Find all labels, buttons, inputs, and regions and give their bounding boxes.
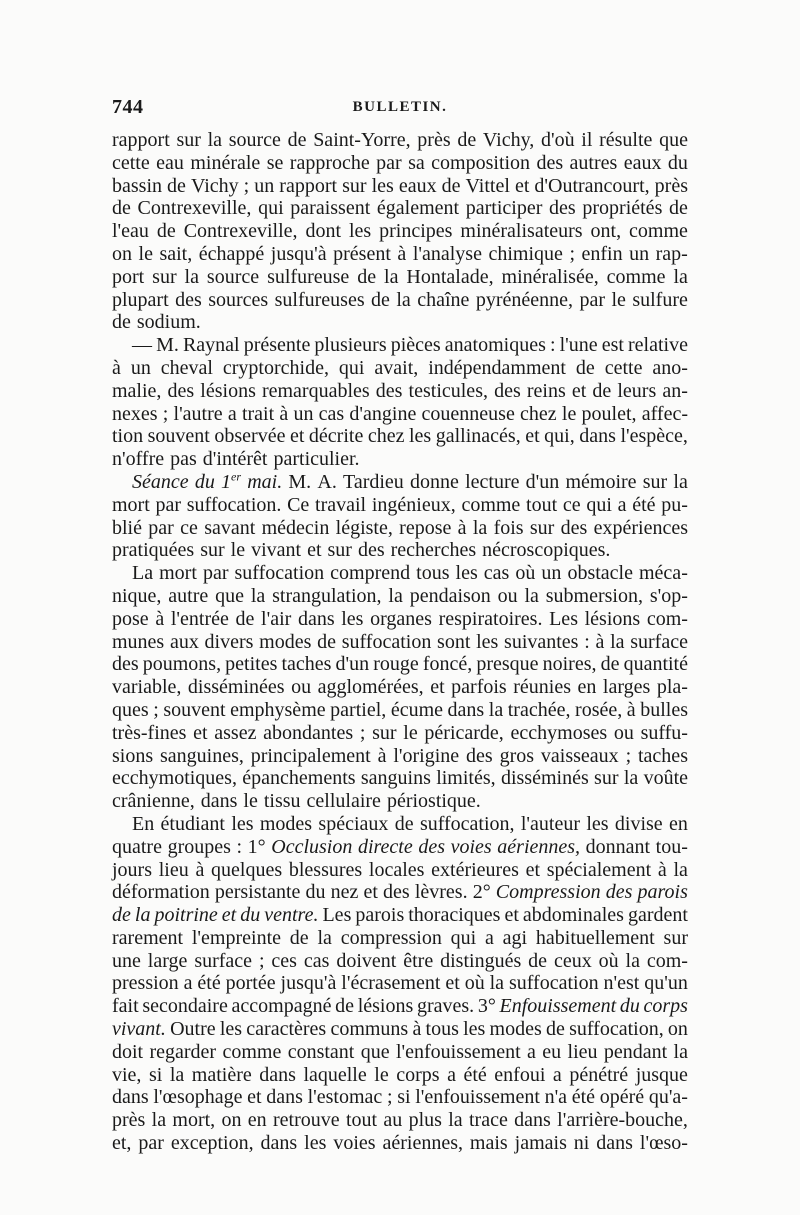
text-line: bassin de Vichy ; un rapport sur les eaux de Vittel et d'Outrancourt, près bbox=[112, 174, 688, 197]
body-text bbox=[112, 129, 688, 1155]
text-line: de Contrexeville, qui paraissent également participer des propriétés de bbox=[112, 197, 688, 220]
text-line: vie, si la matière dans laquelle le corps a été enfoui a pénétré jusque bbox=[112, 1063, 688, 1086]
text-line: — M. Raynal présente plusieurs pièces anatomiques : l'une est relative bbox=[132, 334, 688, 357]
text-line: La mort par suffocation comprend tous les cas où un obstacle méca- bbox=[132, 562, 688, 585]
text-line: ques ; souvent emphysème partiel, écume dans la trachée, rosée, à bulles bbox=[112, 698, 688, 721]
text-line: très-fines et assez abondantes ; sur le péricarde, ecchymoses ou suffu- bbox=[112, 721, 688, 744]
text-line: à un cheval cryptorchide, qui avait, indépendamment de cette ano- bbox=[112, 356, 688, 379]
text-line: variable, disséminées ou agglomérées, et parfois réunies en larges pla- bbox=[112, 676, 688, 699]
text-line: l'eau de Contrexeville, dont les principes minéralisateurs ont, comme bbox=[112, 220, 688, 243]
text-line: dans l'œsophage et dans l'estomac ; si l'enfouissement n'a été opéré qu'a- bbox=[112, 1086, 688, 1109]
text-line: munes aux divers modes de suffocation sont les suivantes : à la surface bbox=[112, 630, 688, 653]
text-line: En étudiant les modes spéciaux de suffocation, l'auteur les divise en bbox=[132, 812, 688, 835]
text-line: sions sanguines, principalement à l'origine des gros vaisseaux ; taches bbox=[112, 744, 688, 767]
text-line: nique, autre que la strangulation, la pendaison ou la submersion, s'op- bbox=[112, 584, 688, 607]
text-line: rapport sur la source de Saint-Yorre, près de Vichy, d'où il résulte que bbox=[112, 129, 688, 151]
text-line: mort par suffocation. Ce travail ingénieux, comme tout ce qui a été pu- bbox=[112, 493, 688, 516]
text-line: rarement l'empreinte de la compression qui a agi habituellement sur bbox=[112, 926, 688, 949]
text-line: nexes ; l'autre a trait à un cas d'angine couenneuse chez le poulet, affec- bbox=[112, 402, 688, 425]
text-line: pression a été portée jusqu'à l'écrasement et où la suffocation n'est qu'un bbox=[112, 972, 688, 995]
text-line: n'offre pas d'intérêt particulier. bbox=[112, 448, 360, 471]
text-line: et, par exception, dans les voies aériennes, mais jamais ni dans l'œso- bbox=[112, 1132, 688, 1155]
text-line: ecchymotiques, épanchements sanguins limités, disséminés sur la voûte bbox=[112, 767, 688, 790]
text-line: près la mort, on en retrouve tout au plus la trace dans l'arrière-bouche, bbox=[112, 1109, 688, 1132]
text-line: crânienne, dans le tissu cellulaire périostique. bbox=[112, 790, 481, 813]
text-line: port sur la source sulfureuse de la Hontalade, minéralisée, comme la bbox=[112, 265, 688, 288]
page-number: 744 bbox=[112, 96, 144, 118]
text-line: on le sait, échappé jusqu'à présent à l'analyse chimique ; enfin un rap- bbox=[112, 242, 688, 265]
text-line: cette eau minérale se rapproche par sa composition des autres eaux du bbox=[112, 151, 688, 174]
text-line: malie, des lésions remarquables des testicules, des reins et de leurs an- bbox=[112, 379, 688, 402]
text-line: blié par ce savant médecin légiste, repose à la fois sur des expériences bbox=[112, 516, 688, 539]
text-line: des poumons, petites taches d'un rouge foncé, presque noires, de quantité bbox=[112, 653, 688, 676]
text-line: fait secondaire accompagné de lésions graves. 3° Enfouissement du corps bbox=[112, 995, 688, 1018]
text-line: jours lieu à quelques blessures locales extérieures et spécialement à la bbox=[112, 858, 688, 881]
text-line: pose à l'entrée de l'air dans les organes respiratoires. Les lésions com- bbox=[112, 607, 688, 630]
text-line: Séance du 1er mai. M. A. Tardieu donne lecture d'un mémoire sur la bbox=[132, 469, 688, 493]
running-title: BULLETIN. bbox=[352, 99, 448, 115]
text-line: de sodium. bbox=[112, 311, 201, 334]
text-line: quatre groupes : 1° Occlusion directe des voies aériennes, donnant tou- bbox=[112, 835, 688, 858]
text-line: pratiquées sur le vivant et sur des recherches nécroscopiques. bbox=[112, 539, 611, 562]
page-header bbox=[112, 96, 688, 126]
text-line: doit regarder comme constant que l'enfouissement a eu lieu pendant la bbox=[112, 1040, 688, 1063]
text-line: une large surface ; ces cas doivent être distingués de ceux où la com- bbox=[112, 949, 688, 972]
text-line: déformation persistante du nez et des lèvres. 2° Compression des parois bbox=[112, 881, 688, 904]
text-line: tion souvent observée et décrite chez les gallinacés, et qui, dans l'espèce, bbox=[112, 425, 688, 448]
text-line: plupart des sources sulfureuses de la chaîne pyrénéenne, par le sulfure bbox=[112, 288, 688, 311]
text-line: de la poitrine et du ventre. Les parois thoraciques et abdominales gardent bbox=[112, 904, 688, 927]
text-line: vivant. Outre les caractères communs à tous les modes de suffocation, on bbox=[112, 1018, 688, 1041]
